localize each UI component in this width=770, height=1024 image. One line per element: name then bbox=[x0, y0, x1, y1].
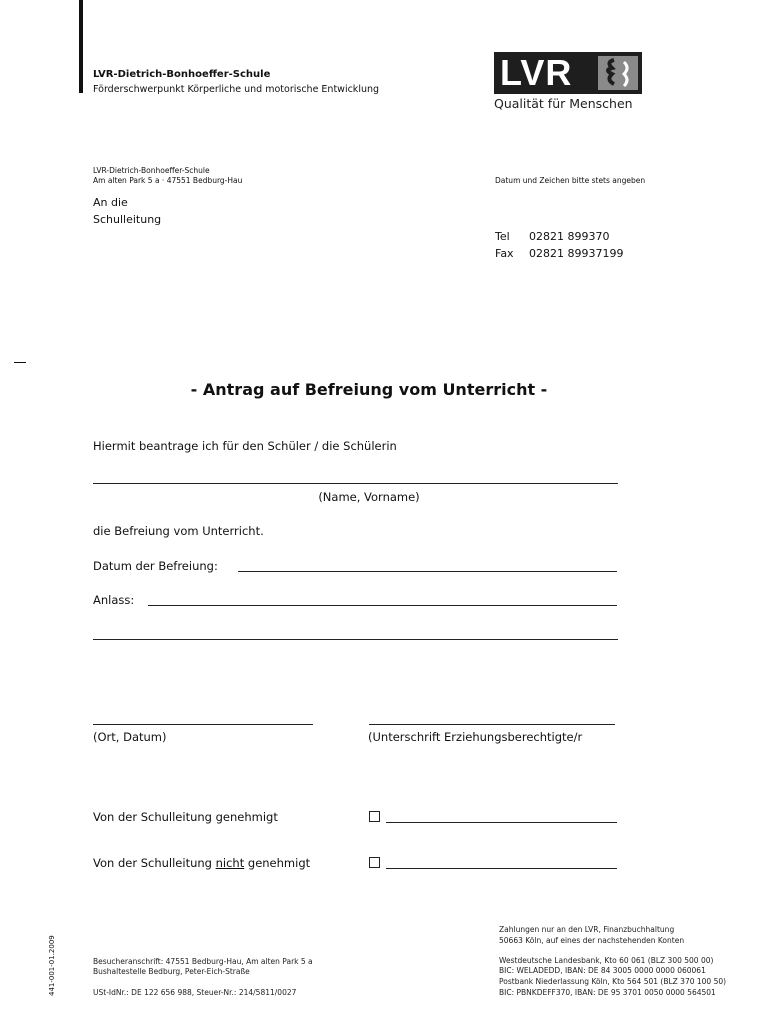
signature-line[interactable] bbox=[369, 724, 615, 725]
name-caption: (Name, Vorname) bbox=[318, 490, 420, 504]
visitor-address: Besucheranschrift: 47551 Bedburg-Hau, Am alten Park 5 a bbox=[93, 957, 313, 966]
date-label: Datum der Befreiung: bbox=[93, 559, 218, 573]
document-title: - Antrag auf Befreiung vom Unterricht - bbox=[190, 380, 548, 399]
bank1-ids: BIC: WELADEDD, IBAN: DE 84 3005 0000 0000 060061 bbox=[499, 966, 706, 975]
recipient-line-1: An die bbox=[93, 196, 128, 209]
form-number: 441-001-01.2009 bbox=[48, 935, 56, 996]
logo-slogan: Qualität für Menschen bbox=[494, 96, 633, 111]
logo-box bbox=[494, 52, 642, 94]
school-name: LVR-Dietrich-Bonhoeffer-Schule bbox=[93, 69, 271, 80]
date-field-line[interactable] bbox=[238, 571, 617, 572]
approved-label: Von der Schulleitung genehmigt bbox=[93, 810, 278, 824]
reason-field-line[interactable] bbox=[148, 605, 617, 606]
sender-line-1: LVR-Dietrich-Bonhoeffer-Schule bbox=[93, 166, 210, 175]
bus-stop: Bushaltestelle Bedburg, Peter-Eich-Straße bbox=[93, 967, 250, 976]
header-accent-bar bbox=[79, 0, 83, 93]
place-date-caption: (Ort, Datum) bbox=[93, 730, 167, 744]
tel-label: Tel bbox=[495, 230, 510, 243]
tel-row bbox=[495, 230, 610, 243]
school-subtitle: Förderschwerpunkt Körperliche und motorische Entwicklung bbox=[93, 84, 380, 95]
rejected-signature-line[interactable] bbox=[386, 868, 617, 869]
rejected-checkbox[interactable] bbox=[369, 857, 380, 868]
rejected-prefix: Von der Schulleitung bbox=[93, 856, 216, 870]
reason-field-line-2[interactable] bbox=[93, 639, 618, 640]
rejected-label bbox=[93, 856, 310, 870]
place-date-line[interactable] bbox=[93, 724, 313, 725]
bank2-ids: BIC: PBNKDEFF370, IBAN: DE 95 3701 0050 0000 564501 bbox=[499, 988, 716, 997]
rejected-emphasis: nicht bbox=[215, 856, 245, 870]
fax-label: Fax bbox=[495, 247, 514, 260]
statement-text: die Befreiung vom Unterricht. bbox=[93, 524, 264, 538]
intro-text: Hiermit beantrage ich für den Schüler / die Schülerin bbox=[93, 439, 397, 453]
rejected-suffix: genehmigt bbox=[244, 856, 311, 870]
bank2-account: Postbank Niederlassung Köln, Kto 564 501 (BLZ 370 100 50) bbox=[499, 977, 727, 986]
datum-hint: Datum und Zeichen bitte stets angeben bbox=[495, 176, 646, 185]
approved-checkbox[interactable] bbox=[369, 811, 380, 822]
name-field-line[interactable] bbox=[93, 483, 618, 484]
logo-text: LVR bbox=[500, 52, 573, 93]
tel-value: 02821 899370 bbox=[529, 230, 610, 243]
fax-value: 02821 89937199 bbox=[529, 247, 624, 260]
recipient-line-2: Schulleitung bbox=[93, 213, 162, 226]
bank1-account: Westdeutsche Landesbank, Kto 60 061 (BLZ 300 500 00) bbox=[499, 956, 714, 965]
payments-line-2: 50663 Köln, auf eines der nachstehenden Konten bbox=[499, 936, 685, 945]
signature-caption: (Unterschrift Erziehungsberechtigte/r bbox=[368, 730, 583, 744]
approved-signature-line[interactable] bbox=[386, 822, 617, 823]
sender-line-2: Am alten Park 5 a · 47551 Bedburg-Hau bbox=[93, 176, 243, 185]
fax-row bbox=[495, 247, 624, 260]
reason-label: Anlass: bbox=[93, 593, 135, 607]
payments-line-1: Zahlungen nur an den LVR, Finanzbuchhaltung bbox=[499, 925, 675, 934]
fold-mark bbox=[14, 362, 26, 363]
logo-face-icon bbox=[598, 56, 638, 90]
lvr-logo bbox=[494, 52, 644, 114]
tax-ids: USt-IdNr.: DE 122 656 988, Steuer-Nr.: 214/5811/0027 bbox=[93, 988, 297, 997]
